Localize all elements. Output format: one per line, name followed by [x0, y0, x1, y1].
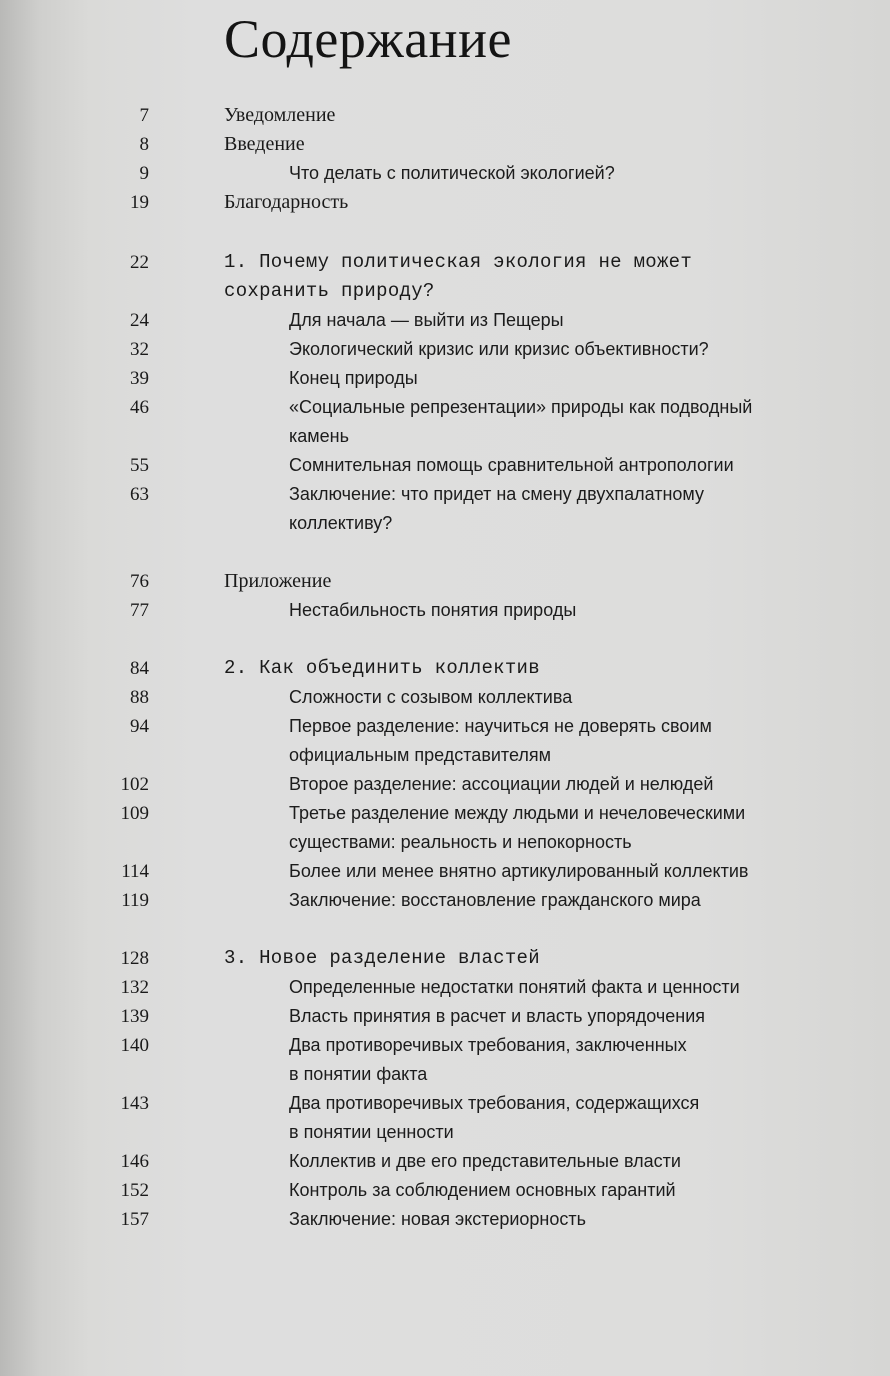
page-title: Содержание — [224, 9, 512, 69]
toc-page-number: 8 — [139, 134, 149, 155]
toc-chapter-title: 3. Новое разделение властей — [224, 947, 540, 969]
toc-page-number: 128 — [120, 948, 149, 969]
toc-section-title: Более или менее внятно артикулированный коллектив — [289, 861, 749, 881]
toc-section-title: Третье разделение между людьми и нечеловеческими существами: реальность и непокорность — [289, 803, 746, 852]
toc-page-number: 119 — [121, 890, 149, 911]
toc-section-title: Власть принятия в расчет и власть упорядочения — [289, 1006, 706, 1026]
toc-chapter-title: 1. Почему политическая экология не может сохранить природу? — [224, 251, 693, 302]
toc-section-title: Сложности с созывом коллектива — [289, 687, 573, 707]
toc-page-number: 55 — [130, 455, 149, 476]
toc-page-number: 32 — [130, 339, 149, 360]
toc-page-number: 63 — [130, 484, 149, 505]
toc-page-number: 7 — [139, 105, 149, 126]
toc-section-title: Заключение: что придет на смену двухпалатному коллективу? — [289, 484, 704, 533]
toc-page-number: 146 — [120, 1151, 149, 1172]
toc-page-number: 132 — [120, 977, 149, 998]
toc-page-number: 114 — [121, 861, 149, 882]
toc-chapter-title: 2. Как объединить коллектив — [224, 657, 540, 679]
toc-chapter-title: Введение — [224, 133, 305, 155]
toc-page-number: 94 — [130, 716, 149, 737]
toc-section-title: Контроль за соблюдением основных гарантий — [289, 1180, 676, 1200]
toc-section-title: Первое разделение: научиться не доверять своим официальным представителям — [289, 716, 712, 765]
toc-page-number: 152 — [120, 1180, 149, 1201]
toc-page-number: 143 — [120, 1093, 149, 1114]
toc-page-number: 84 — [130, 658, 149, 679]
toc-section-title: Для начала — выйти из Пещеры — [289, 310, 564, 330]
toc-page-number: 24 — [130, 310, 149, 331]
toc-page-number: 88 — [130, 687, 149, 708]
toc-section-title: Два противоречивых требования, содержащихся в понятии ценности — [289, 1093, 700, 1142]
toc-section-title: Заключение: новая экстериорность — [289, 1209, 587, 1229]
toc-page-number: 19 — [130, 192, 149, 213]
toc-chapter-title: Уведомление — [224, 104, 336, 126]
toc-section-title: Заключение: восстановление гражданского мира — [289, 890, 701, 910]
toc-section-title: «Социальные репрезентации» природы как подводный камень — [289, 397, 753, 446]
toc-section-title: Два противоречивых требования, заключенных в понятии факта — [289, 1035, 687, 1084]
toc-chapter-title: Приложение — [224, 570, 332, 592]
toc-section-title: Что делать с политической экологией? — [289, 163, 615, 183]
toc-page-number: 77 — [130, 600, 149, 621]
toc-section-title: Конец природы — [289, 368, 418, 388]
toc-page-number: 139 — [120, 1006, 149, 1027]
toc-page-number: 76 — [130, 571, 149, 592]
toc-section-title: Сомнительная помощь сравнительной антропологии — [289, 455, 734, 475]
toc-section-title: Второе разделение: ассоциации людей и нелюдей — [289, 774, 714, 794]
toc-chapter-title: Благодарность — [224, 191, 349, 213]
toc-page-number: 9 — [139, 163, 149, 184]
toc-section-title: Коллектив и две его представительные власти — [289, 1151, 681, 1171]
toc-section-title: Экологический кризис или кризис объективности? — [289, 339, 709, 359]
toc-section-title: Нестабильность понятия природы — [289, 600, 577, 620]
toc-page-number: 157 — [120, 1209, 149, 1230]
toc-page-number: 22 — [130, 252, 149, 273]
toc-page-number: 140 — [120, 1035, 149, 1056]
toc-page-number: 109 — [120, 803, 149, 824]
toc-page-number: 102 — [120, 774, 149, 795]
toc-section-title: Определенные недостатки понятий факта и ценности — [289, 977, 740, 997]
toc-page-number: 39 — [130, 368, 149, 389]
toc-page-number: 46 — [130, 397, 149, 418]
